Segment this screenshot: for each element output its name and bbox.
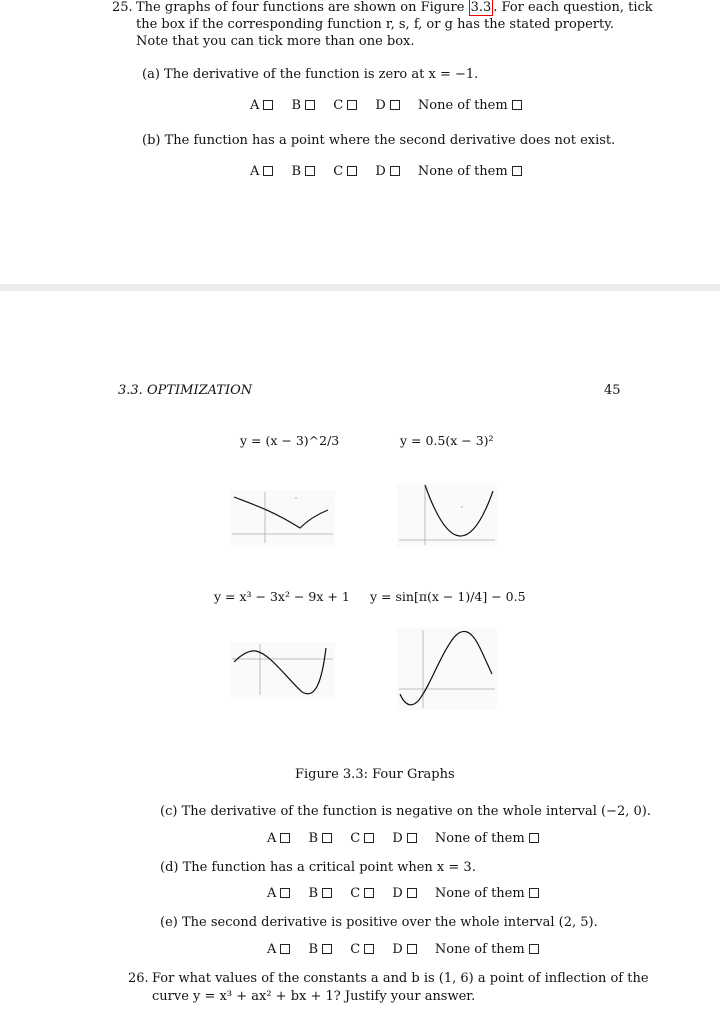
option-label: C [333, 164, 344, 179]
option-label: None of them [434, 942, 525, 957]
checkbox-a-D[interactable] [390, 100, 400, 110]
checkbox-a-none[interactable] [512, 100, 522, 110]
option-label: B [308, 886, 319, 901]
option-label: A [267, 886, 277, 901]
checkbox-c-D[interactable] [407, 833, 417, 843]
q26-line1: For what values of the constants a and b is (1, 6) a point of inflection of the [152, 971, 649, 986]
option-label: D [392, 831, 403, 846]
part-b-options [250, 164, 522, 179]
checkbox-d-C[interactable] [364, 888, 374, 898]
option-label: A [250, 98, 260, 113]
graph-3-equation: y = x³ − 3x² − 9x + 1 [214, 589, 350, 604]
page-separator [0, 284, 720, 291]
checkbox-c-C[interactable] [364, 833, 374, 843]
checkbox-e-A[interactable] [280, 944, 290, 954]
checkbox-b-none[interactable] [512, 166, 522, 176]
option-label: C [350, 886, 361, 901]
part-e-label: (e) [160, 915, 178, 930]
q26-line2: curve y = x³ + ax² + bx + 1? Justify your answer. [152, 989, 476, 1004]
checkbox-c-A[interactable] [280, 833, 290, 843]
option-label: None of them [434, 831, 525, 846]
part-a-text: The derivative of the function is zero at x = −1. [164, 67, 479, 82]
checkbox-c-B[interactable] [322, 833, 332, 843]
q25-line1 [136, 0, 653, 15]
page-number: 45 [604, 383, 621, 398]
option-label: B [308, 831, 319, 846]
option-label: D [392, 886, 403, 901]
checkbox-b-B[interactable] [305, 166, 315, 176]
running-header-section: 3.3. OPTIMIZATION [118, 383, 253, 398]
part-c [160, 804, 651, 819]
part-c-label: (c) [160, 804, 178, 819]
part-d [160, 860, 476, 875]
checkbox-e-none[interactable] [529, 944, 539, 954]
figure-caption: Figure 3.3: Four Graphs [295, 767, 455, 782]
part-e-options [267, 942, 539, 957]
checkbox-e-B[interactable] [322, 944, 332, 954]
option-label: D [392, 942, 403, 957]
option-label: D [375, 98, 386, 113]
option-label: A [250, 164, 260, 179]
option-label: A [267, 831, 277, 846]
checkbox-b-C[interactable] [347, 166, 357, 176]
q25-number: 25. [112, 0, 133, 15]
option-label: D [375, 164, 386, 179]
q25-line2: the box if the corresponding function r, s, f, or g has the stated property. [136, 17, 614, 32]
option-label: B [291, 98, 302, 113]
part-b-text: The function has a point where the second derivative does not exist. [164, 133, 616, 148]
checkbox-a-B[interactable] [305, 100, 315, 110]
q25-line3: Note that you can tick more than one box. [136, 34, 415, 49]
part-d-label: (d) [160, 860, 179, 875]
grid-dot [461, 506, 462, 507]
checkbox-e-C[interactable] [364, 944, 374, 954]
checkbox-a-C[interactable] [347, 100, 357, 110]
part-a-options [250, 98, 522, 113]
option-label: C [350, 942, 361, 957]
graph-2-equation: y = 0.5(x − 3)² [400, 433, 494, 448]
option-label: None of them [417, 98, 508, 113]
option-label: C [350, 831, 361, 846]
part-d-options [267, 886, 539, 901]
part-c-text: The derivative of the function is negative on the whole interval (−2, 0). [181, 804, 651, 819]
checkbox-b-D[interactable] [390, 166, 400, 176]
plot-background [397, 483, 497, 547]
option-label: A [267, 942, 277, 957]
q26-number: 26. [128, 971, 149, 986]
option-label: None of them [434, 886, 525, 901]
grid-dot [295, 497, 296, 498]
graph-2-plot [397, 483, 497, 547]
graph-1-equation: y = (x − 3)^2/3 [240, 433, 340, 448]
part-a [142, 67, 478, 82]
checkbox-b-A[interactable] [263, 166, 273, 176]
checkbox-c-none[interactable] [529, 833, 539, 843]
graph-3-plot [230, 642, 335, 697]
part-a-label: (a) [142, 67, 160, 82]
part-c-options [267, 831, 539, 846]
checkbox-d-none[interactable] [529, 888, 539, 898]
plot-background [397, 628, 497, 710]
checkbox-d-D[interactable] [407, 888, 417, 898]
checkbox-e-D[interactable] [407, 944, 417, 954]
part-b-label: (b) [142, 133, 161, 148]
option-label: C [333, 98, 344, 113]
q25-line1-pre: The graphs of four functions are shown on Figure [136, 0, 465, 15]
part-e [160, 915, 598, 930]
plot-background [230, 642, 335, 697]
option-label: B [308, 942, 319, 957]
graph-1-plot [230, 490, 335, 545]
graph-4-equation: y = sin[π(x − 1)/4] − 0.5 [370, 589, 526, 604]
graph-4-plot [397, 628, 497, 710]
checkbox-d-B[interactable] [322, 888, 332, 898]
checkbox-d-A[interactable] [280, 888, 290, 898]
part-e-text: The second derivative is positive over the whole interval (2, 5). [181, 915, 598, 930]
option-label: None of them [417, 164, 508, 179]
option-label: B [291, 164, 302, 179]
checkbox-a-A[interactable] [263, 100, 273, 110]
part-b [142, 133, 615, 148]
q25-line1-post: . For each question, tick [493, 0, 653, 15]
part-d-text: The function has a critical point when x = 3. [182, 860, 476, 875]
figure-ref-link[interactable]: 3.3 [470, 0, 492, 15]
